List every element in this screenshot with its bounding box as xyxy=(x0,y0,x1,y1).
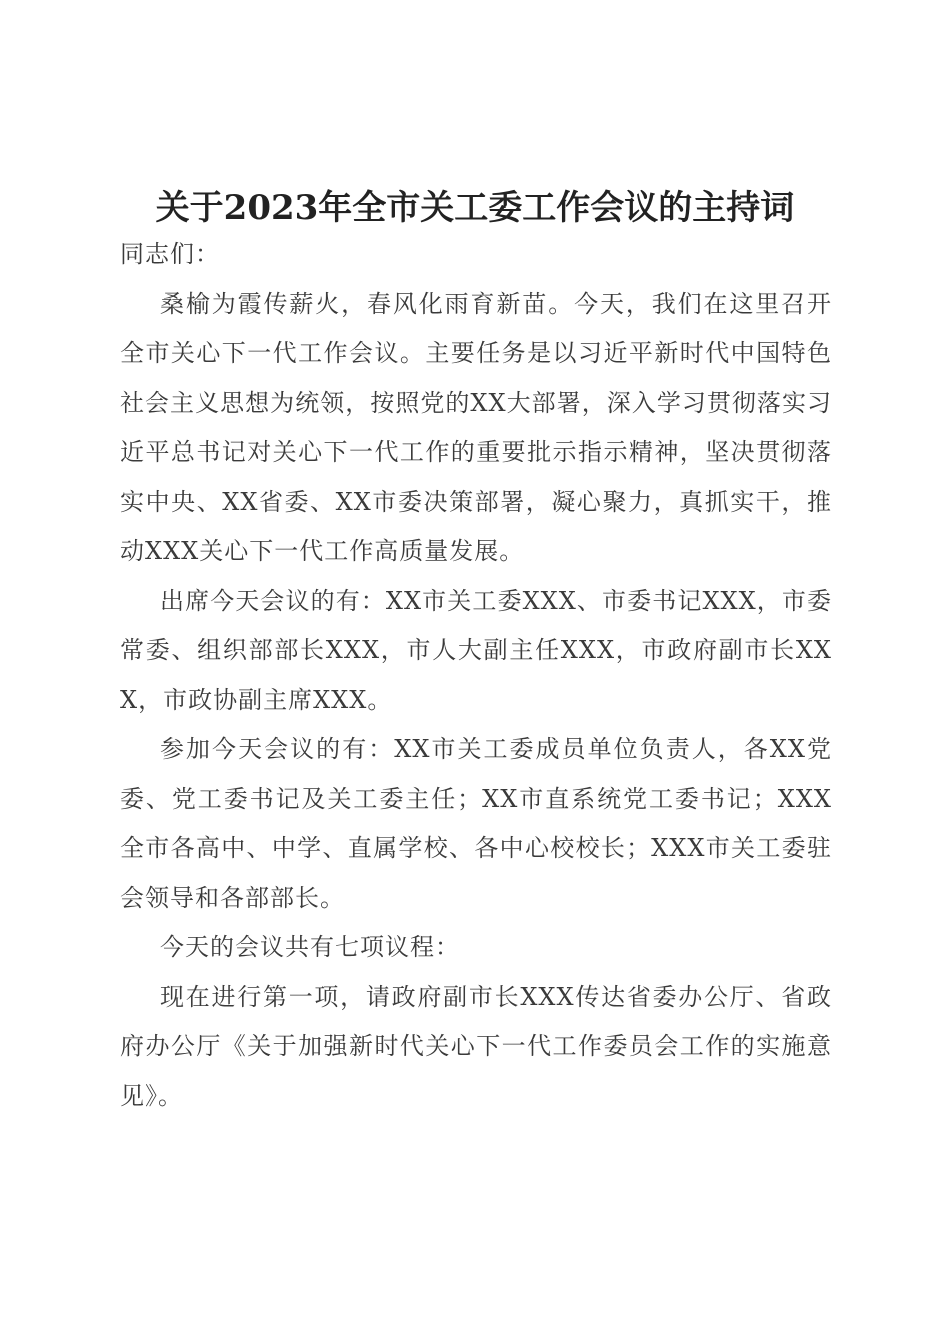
salutation: 同志们： xyxy=(120,240,220,268)
document-body xyxy=(120,230,832,1121)
paragraph-agenda-item-1: 现在进行第一项，请政府副市长XXX传达省委办公厅、省政府办公厅《关于加强新时代关心下一代工作委员会工作的实施意见》。 xyxy=(120,982,832,1110)
paragraph-attendees-present: 出席今天会议的有：XX市关工委XXX、市委书记XXX，市委常委、组织部部长XXX，市人大副主任XXX，市政府副市长XXX，市政协副主席XXX。 xyxy=(120,586,832,714)
paragraph-opening: 桑榆为霞传薪火，春风化雨育新苗。今天，我们在这里召开全市关心下一代工作会议。主要任务是以习近平新时代中国特色社会主义思想为统领，按照党的XX大部署，深入学习贯彻落实习近平总书记对关心下一代工作的重要批示指示精神，坚决贯彻落实中央、XX省委、XX市委决策部署，凝心聚力，真抓实干，推动XXX关心下一代工作高质量发展。 xyxy=(120,289,832,565)
document-title: 关于2023年全市关工委工作会议的主持词 xyxy=(155,188,795,228)
paragraph-agenda-intro: 今天的会议共有七项议程： xyxy=(160,933,460,961)
paragraph-participants: 参加今天会议的有：XX市关工委成员单位负责人，各XX党委、党工委书记及关工委主任；XX市直系统党工委书记；XXX全市各高中、中学、直属学校、各中心校校长；XXX市关工委驻会领导和各部部长。 xyxy=(120,735,832,912)
